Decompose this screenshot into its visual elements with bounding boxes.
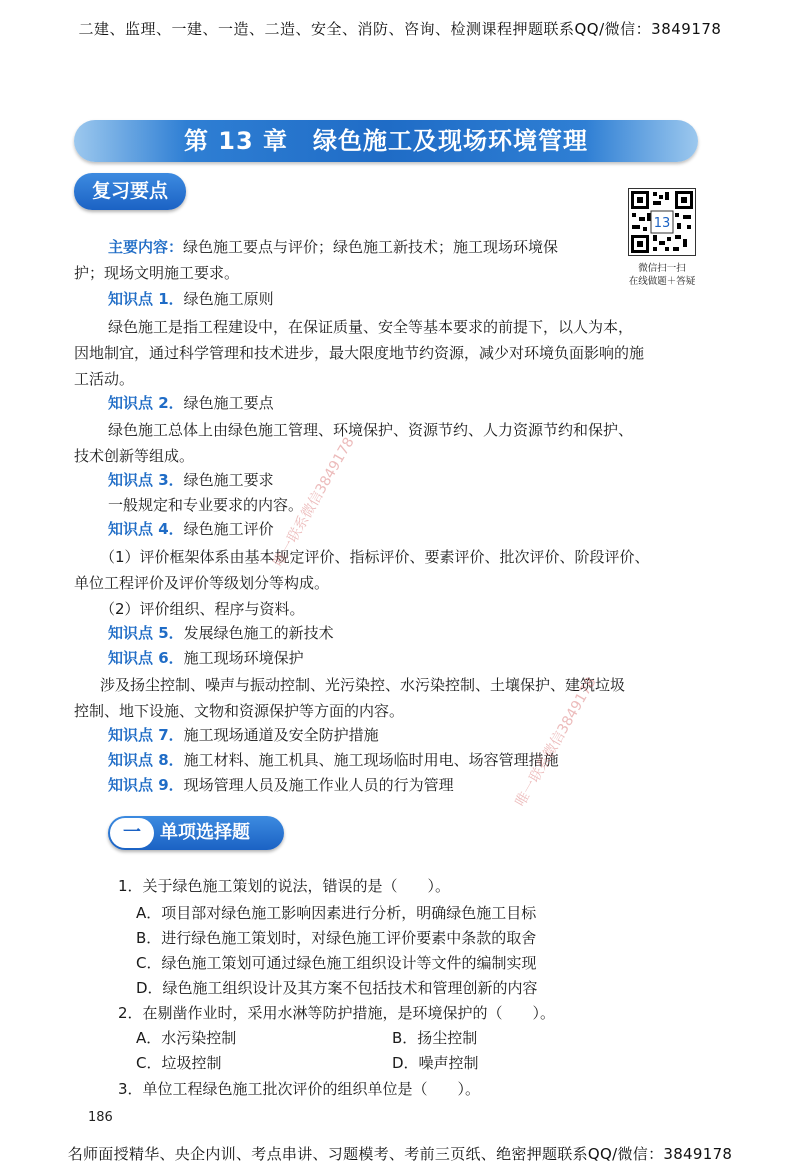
- q1-option-c: C．绿色施工策划可通过绿色施工组织设计等文件的编制实现: [136, 954, 537, 972]
- main-content-line2: 护；现场文明施工要求。: [74, 264, 240, 282]
- section-number: 一: [110, 818, 154, 848]
- knowledge-point-4: 知识点 4．绿色施工评价: [108, 520, 274, 538]
- chapter-title-bar: [74, 120, 698, 162]
- knowledge-point-9: 知识点 9．现场管理人员及施工作业人员的行为管理: [108, 776, 454, 794]
- single-choice-section-header: [108, 816, 284, 850]
- q1-option-a: A．项目部对绿色施工影响因素进行分析，明确绿色施工目标: [136, 904, 537, 922]
- knowledge-point-3: 知识点 3．绿色施工要求: [108, 471, 274, 489]
- q2-option-d: D．噪声控制: [392, 1054, 479, 1072]
- q1-option-d: D．绿色施工组织设计及其方案不包括技术和管理创新的内容: [136, 979, 538, 997]
- qr-code-icon[interactable]: [628, 188, 696, 256]
- kp1-paragraph-line1: 绿色施工是指工程建设中，在保证质量、安全等基本要求的前提下，以人为本，: [108, 318, 634, 336]
- kp6-paragraph-line2: 控制、地下设施、文物和资源保护等方面的内容。: [74, 702, 405, 720]
- footer-banner: 名师面授精华、央企内训、考点串讲、习题模考、考前三页纸、绝密押题联系QQ/微信：3849178: [67, 1145, 733, 1163]
- main-content-label: 主要内容：: [108, 238, 184, 256]
- knowledge-point-6: 知识点 6．施工现场环境保护: [108, 649, 304, 667]
- question-3: 3．单位工程绿色施工批次评价的组织单位是（ ）。: [118, 1080, 481, 1098]
- qr-caption: 微信扫一扫 在线做题＋答疑: [628, 263, 696, 287]
- review-points-label: 复习要点: [74, 173, 186, 210]
- knowledge-point-2: 知识点 2．绿色施工要点: [108, 394, 274, 412]
- kp4-paragraph-line2: 单位工程评价及评价等级划分等构成。: [74, 574, 330, 592]
- header-banner: 二建、监理、一建、一造、二造、安全、消防、咨询、检测课程押题联系QQ/微信：3849178: [78, 20, 722, 38]
- kp1-paragraph-line2: 因地制宜，通过科学管理和技术进步，最大限度地节约资源，减少对环境负面影响的施: [74, 344, 645, 362]
- question-2: 2．在剔凿作业时，采用水淋等防护措施，是环境保护的（ ）。: [118, 1004, 556, 1022]
- main-content: 主要内容：绿色施工要点与评价；绿色施工新技术；施工现场环境保: [108, 238, 559, 256]
- qr-badge: 13: [653, 216, 671, 231]
- page-number: 186: [88, 1110, 113, 1125]
- knowledge-point-7: 知识点 7．施工现场通道及安全防护措施: [108, 726, 379, 744]
- q1-option-b: B．进行绿色施工策划时，对绿色施工评价要素中条款的取舍: [136, 929, 537, 947]
- q2-option-b: B．扬尘控制: [392, 1029, 478, 1047]
- knowledge-point-5: 知识点 5．发展绿色施工的新技术: [108, 624, 334, 642]
- kp3-paragraph: 一般规定和专业要求的内容。: [108, 496, 304, 514]
- q2-option-c: C．垃圾控制: [136, 1054, 222, 1072]
- kp6-paragraph-line1: 涉及扬尘控制、噪声与振动控制、光污染控、水污染控制、土壤保护、建筑垃圾: [100, 676, 626, 694]
- q2-option-a: A．水污染控制: [136, 1029, 237, 1047]
- chapter-title: 第 13 章 绿色施工及现场环境管理: [183, 127, 589, 155]
- question-1: 1．关于绿色施工策划的说法，错误的是（ ）。: [118, 877, 451, 895]
- kp4-paragraph-line3: （2）评价组织、程序与资料。: [100, 600, 305, 618]
- section-title: 单项选择题: [160, 822, 250, 843]
- knowledge-point-1: 知识点 1．绿色施工原则: [108, 290, 274, 308]
- watermark-2: 唯一联系微信3849178: [512, 674, 600, 810]
- kp2-paragraph-line2: 技术创新等组成。: [74, 447, 195, 465]
- kp2-paragraph-line1: 绿色施工总体上由绿色施工管理、环境保护、资源节约、人力资源节约和保护、: [108, 421, 634, 439]
- kp4-paragraph-line1: （1）评价框架体系由基本规定评价、指标评价、要素评价、批次评价、阶段评价、: [100, 548, 650, 566]
- kp1-paragraph-line3: 工活动。: [74, 370, 135, 388]
- knowledge-point-8: 知识点 8．施工材料、施工机具、施工现场临时用电、场容管理措施: [108, 751, 559, 769]
- watermark-1: 唯一联系微信3849178: [270, 434, 358, 570]
